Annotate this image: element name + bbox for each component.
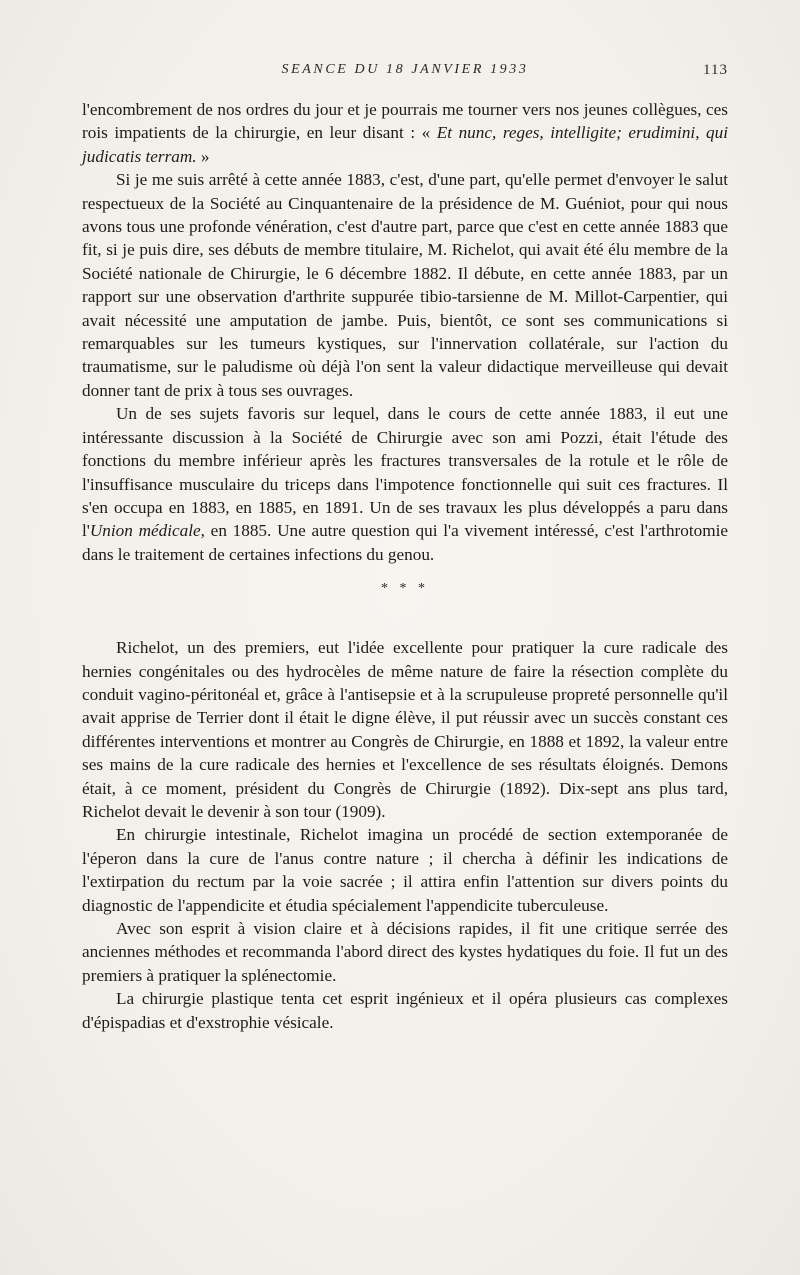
paragraph: En chirurgie intestinale, Richelot imagina un procédé de section extemporanée de l'éperon dans la cure de l'anus contre nature ; il chercha à définir les indications de l'extirpation du rectum par la voie sacrée ; il attira enfin l'attention sur divers points du diagnostic de l'appendicite et étudia spécialement l'appendicite tuberculeuse. — [82, 825, 728, 915]
paragraph — [82, 98, 728, 168]
paragraph: Avec son esprit à vision claire et à décisions rapides, il fit une critique serrée des anciennes méthodes et recommanda l'abord direct des kystes hydatiques du foie. Il fut un des premiers à pratiquer la splénectomie. — [82, 919, 728, 985]
section-separator — [82, 566, 728, 636]
paragraph — [82, 402, 728, 566]
asterism: * * * — [381, 581, 429, 597]
running-head: SEANCE DU 18 JANVIER 1933 — [281, 62, 529, 77]
text-span: Un de ses sujets favoris sur lequel, dans le cours de cette année 1883, il eut une intéressante discussion à la Société de Chirurgie avec son ami Pozzi, était l'étude des fonctions du membre inférieur après les fractures transversales de la rotule et le rôle de l'insuffisance musculaire du triceps dans l'impotence fonctionnelle qui suit ces fractures. Il s'en occupa en 1883, en 1885, en 1891. Un de ses travaux les plus développés a paru dans l' — [82, 404, 728, 541]
paragraph: Si je me suis arrêté à cette année 1883, c'est, d'une part, qu'elle permet d'envoyer le salut respectueux de la Société au Cinquantenaire de la présidence de M. Guéniot, pour qui nous avons tous une profonde vénération, c'est d'autre part, parce que c'est en cette année 1883 que fit, si je puis dire, ses débuts de membre titulaire, M. Richelot, qui avait été élu membre de la Société nationale de Chirurgie, le 6 décembre 1882. Il débute, en cette année 1883, par un rapport sur une observation d'arthrite suppurée tibio-tarsienne de M. Millot-Carpentier, qui avait nécessité une amputation de jambe. Puis, bientôt, ce sont ses communications si remarquables sur les tumeurs kystiques, sur l'innervation collatérale, sur l'action du traumatisme, sur le paludisme où déjà l'on sent la valeur didactique merveilleuse qui devait donner tant de prix à tous ses ouvrages. — [82, 170, 728, 400]
text-span: » — [196, 146, 210, 166]
journal-title: Union médicale — [89, 521, 201, 541]
page-header — [82, 62, 728, 84]
text-span: , en 1885. Une autre question qui l'a vivement intéressé, c'est l'arthrotomie dans le traitement de certaines infections du genou. — [82, 521, 728, 564]
page-number: 113 — [703, 62, 728, 78]
paragraph: Richelot, un des premiers, eut l'idée excellente pour pratiquer la cure radicale des hernies congénitales ou des hydrocèles de même nature de faire la résection complète du conduit vagino-péritonéal et, grâce à l'antisepsie et à la scrupuleuse propreté personnelle qu'il avait apprise de Terrier dont il était le digne élève, il put réussir avec un succès constant ces différentes interventions et montrer au Congrès de Chirurgie, en 1888 et 1892, la valeur entre ses mains de la cure radicale des hernies et l'excellence de ses résultats éloignés. Demons était, à ce moment, président du Congrès de Chirurgie (1892). Dix-sept ans plus tard, Richelot devait le devenir à son tour (1909). — [82, 638, 728, 821]
paragraph: La chirurgie plastique tenta cet esprit ingénieux et il opéra plusieurs cas complexes d'épispadias et d'exstrophie vésicale. — [82, 989, 728, 1032]
text-span: l'encombrement de nos ordres du jour et je pourrais me tourner vers nos jeunes collègues, ces rois impatients de la chirurgie, en leur disant : « — [82, 100, 728, 143]
body-text — [82, 98, 728, 1034]
latin-quote: Et nunc, reges, intelligite; erudimini, qui judicatis terram. — [82, 123, 729, 166]
